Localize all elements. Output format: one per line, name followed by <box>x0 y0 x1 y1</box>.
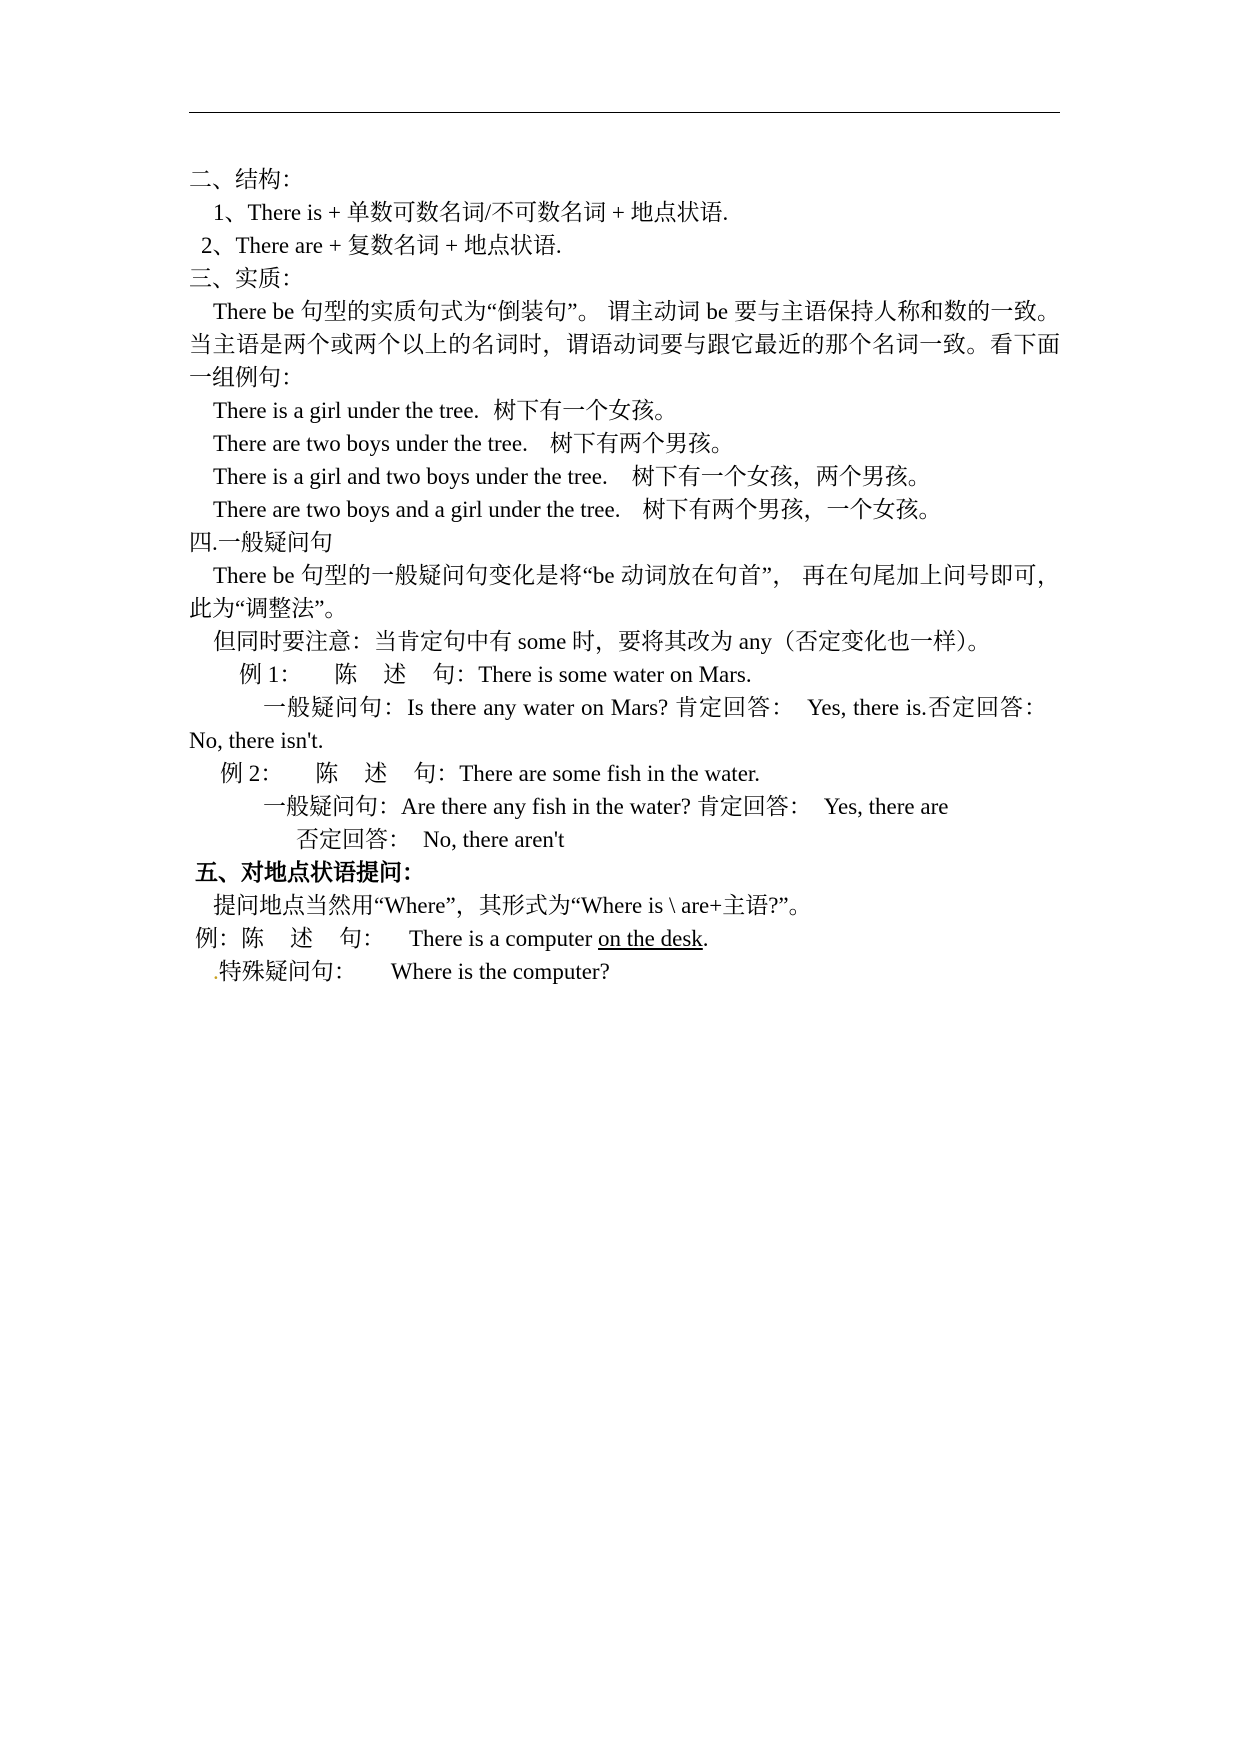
essence-paragraph <box>189 295 1060 394</box>
example-sentence-3 <box>189 460 1060 493</box>
label-char: 陈 <box>315 761 339 786</box>
example-zh: 树下有一个女孩。 <box>493 398 678 423</box>
q-sentence: Is there any water on Mars? <box>407 695 669 720</box>
statement-sentence: There is a computer <box>409 926 593 951</box>
period: . <box>702 926 709 951</box>
example-en: There are two boys under the tree. <box>213 431 528 456</box>
label-char: 句： <box>432 662 479 687</box>
q-label: 一般疑问句： <box>263 695 408 720</box>
label-char: 句： <box>339 926 385 951</box>
example-sentence-1 <box>189 394 1060 427</box>
q-sentence: Are there any fish in the water? <box>401 794 691 819</box>
no-label: 答： <box>999 695 1049 720</box>
label-char: 述 <box>364 761 388 786</box>
yes-label: 肯定回答： <box>696 794 812 819</box>
where-example-statement <box>189 922 1060 955</box>
label-char: 述 <box>383 662 407 687</box>
example-zh: 树下有一个女孩，两个男孩。 <box>631 464 931 489</box>
section-2-title: 二、结构： <box>189 167 304 192</box>
question-text: There be 句型的一般疑问句变化是将“be 动词放在句首”， 再在句尾加上问号即可，此为“调整法”。 <box>189 563 1060 621</box>
structure-line-2: 2、There are + 复数名词 + 地点状语. <box>201 233 562 258</box>
where-example-question <box>189 955 1060 988</box>
essence-text: There be 句型的实质句式为“倒装句”。 谓主动词 be 要与主语保持人称和数的一致。当主语是两个或两个以上的名词时，谓语动词要与跟它最近的那个名词一致。看下面一组例句： <box>189 299 1060 390</box>
label-char: 句： <box>413 761 460 786</box>
stray-dot: . <box>213 959 219 984</box>
example-2-statement <box>189 757 1060 790</box>
wh-label: 特殊疑问句： <box>218 959 357 984</box>
header-rule <box>189 112 1060 113</box>
section-5-title: 五、对地点状语提问： <box>195 860 425 885</box>
document-body <box>189 163 1060 988</box>
example-1-statement <box>189 658 1060 691</box>
example-en: There are two boys and a girl under the tree. <box>213 497 621 522</box>
example-zh: 树下有两个男孩，一个女孩。 <box>642 497 942 522</box>
example-2-question <box>189 790 1060 823</box>
section-3-title: 三、实质： <box>189 266 304 291</box>
example-en: There is a girl and two boys under the tree. <box>213 464 608 489</box>
statement-sentence: There is some water on Mars. <box>478 662 752 687</box>
structure-line-1: 1、There is + 单数可数名词/不可数名词 + 地点状语. <box>213 200 729 225</box>
no-label: 否定回 <box>926 695 1000 720</box>
statement-sentence: There are some fish in the water. <box>459 761 761 786</box>
label-char: 陈 <box>334 662 358 687</box>
question-paragraph <box>189 559 1060 625</box>
example-label: 例 1： <box>239 662 303 687</box>
no-label: 否定回答： <box>296 827 411 852</box>
example-1-question <box>189 691 1060 757</box>
underlined-phrase: on the desk <box>598 926 703 951</box>
yes-answer: Yes, there is. <box>807 695 927 720</box>
wh-sentence: Where is the computer? <box>390 959 610 984</box>
where-rule: 提问地点当然用“Where”，其形式为“Where is \ are+主语?”。 <box>213 893 812 918</box>
section-4-title: 四.一般疑问句 <box>189 530 333 555</box>
q-label: 一般疑问句： <box>263 794 401 819</box>
example-2-negative <box>189 823 1060 856</box>
example-zh: 树下有两个男孩。 <box>549 431 734 456</box>
example-label: 例 2： <box>220 761 284 786</box>
no-answer: No, there aren't <box>423 827 565 852</box>
example-sentence-4 <box>189 493 1060 526</box>
example-sentence-2 <box>189 427 1060 460</box>
yes-answer: Yes, there are <box>823 794 949 819</box>
note-line: 但同时要注意：当肯定句中有 some 时，要将其改为 any（否定变化也一样）。 <box>213 629 991 654</box>
label-char: 例：陈 <box>195 926 264 951</box>
no-answer: No, there isn't. <box>189 728 324 753</box>
yes-label: 肯定回答： <box>675 695 796 720</box>
label-char: 述 <box>290 926 313 951</box>
example-en: There is a girl under the tree. <box>213 398 480 423</box>
